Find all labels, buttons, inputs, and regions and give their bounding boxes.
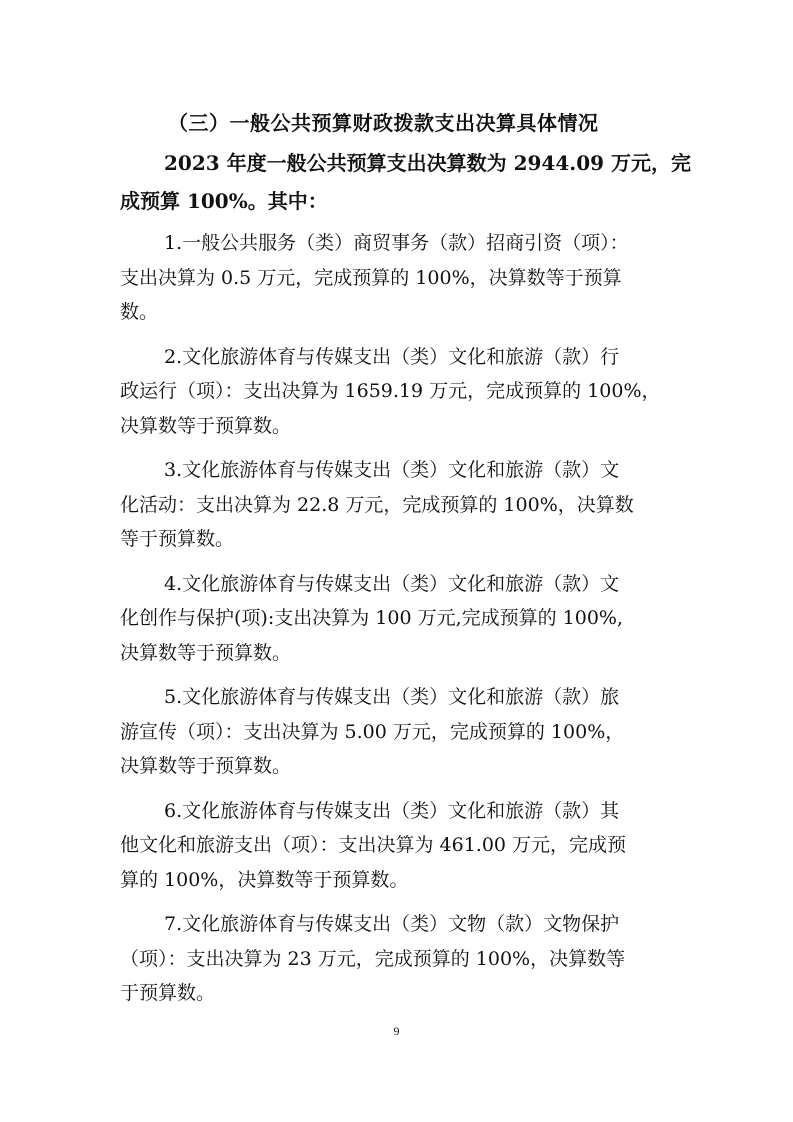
item-line: 于预算数。 bbox=[120, 982, 216, 1004]
expenditure-item-1 bbox=[120, 226, 676, 330]
item-line: 5.文化旅游体育与传媒支出（类）文化和旅游（款）旅 bbox=[164, 686, 620, 708]
expenditure-item-4 bbox=[120, 567, 676, 671]
expenditure-item-2 bbox=[120, 340, 676, 444]
item-line: 数。 bbox=[120, 301, 159, 323]
expenditure-item-3 bbox=[120, 453, 676, 557]
page-number: 9 bbox=[393, 1024, 400, 1038]
summary-paragraph bbox=[120, 144, 692, 220]
item-line: 决算数等于预算数。 bbox=[120, 641, 292, 664]
item-line: 1.一般公共服务（类）商贸事务（款）招商引资（项）： bbox=[164, 232, 629, 254]
item-line: 游宣传（项）：支出决算为 5.00 万元，完成预算的 100%， bbox=[120, 720, 625, 743]
expenditure-items bbox=[120, 226, 676, 1021]
summary-line: 成预算 100%。其中： bbox=[120, 189, 328, 213]
item-line: 算的 100%，决算数等于预算数。 bbox=[120, 868, 409, 891]
item-line: 等于预算数。 bbox=[120, 528, 235, 550]
expenditure-item-7 bbox=[120, 907, 676, 1011]
item-line: 决算数等于预算数。 bbox=[120, 414, 292, 437]
expenditure-item-6 bbox=[120, 794, 676, 898]
item-line: 他文化和旅游支出（项）：支出决算为 461.00 万元，完成预 bbox=[120, 834, 627, 856]
item-line: 2.文化旅游体育与传媒支出（类）文化和旅游（款）行 bbox=[164, 345, 620, 368]
item-line: 决算数等于预算数。 bbox=[120, 755, 292, 777]
summary-line: 2023 年度一般公共预算支出决算数为 2944.09 万元，完 bbox=[164, 151, 692, 175]
item-line: 支出决算为 0.5 万元，完成预算的 100%，决算数等于预算 bbox=[120, 266, 622, 289]
section-heading: （三）一般公共预算财政拨款支出决算具体情况 bbox=[168, 111, 599, 135]
item-line: 化创作与保护(项):支出决算为 100 万元,完成预算的 100%, bbox=[120, 607, 624, 629]
item-line: 政运行（项）：支出决算为 1659.19 万元，完成预算的 100%， bbox=[120, 380, 661, 402]
item-line: 6.文化旅游体育与传媒支出（类）文化和旅游（款）其 bbox=[164, 799, 620, 822]
item-line: 7.文化旅游体育与传媒支出（类）文物（款）文物保护 bbox=[164, 913, 620, 935]
item-line: （项）：支出决算为 23 万元，完成预算的 100%，决算数等 bbox=[120, 947, 626, 970]
item-line: 化活动：支出决算为 22.8 万元，完成预算的 100%，决算数 bbox=[120, 493, 634, 516]
item-line: 3.文化旅游体育与传媒支出（类）文化和旅游（款）文 bbox=[164, 459, 620, 481]
expenditure-item-5 bbox=[120, 680, 676, 784]
item-line: 4.文化旅游体育与传媒支出（类）文化和旅游（款）文 bbox=[164, 572, 620, 595]
